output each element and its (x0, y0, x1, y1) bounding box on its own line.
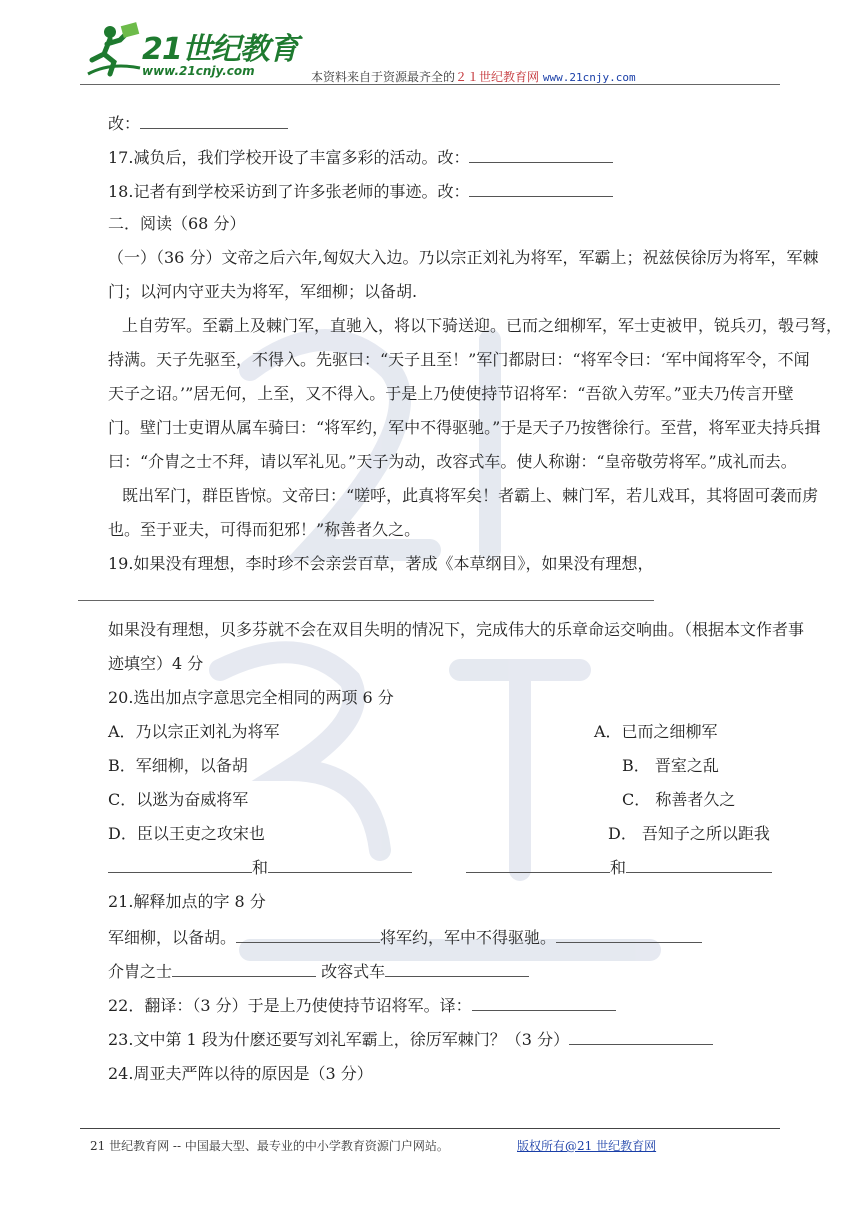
header-note-url[interactable]: www.21cnjy.com (542, 71, 636, 84)
option-a-left[interactable]: A．乃以宗正刘礼为将军 (108, 722, 280, 741)
answer-line: 改： (108, 114, 288, 134)
answer-blank[interactable] (236, 928, 380, 943)
answer-blank[interactable] (466, 858, 610, 873)
answer-blank[interactable] (172, 962, 316, 977)
option-c-right[interactable]: C． 称善者久之 (622, 790, 736, 809)
question-21: 21.解释加点的字 8 分 (108, 892, 266, 911)
logo-url: www.21cnjy.com (142, 64, 255, 78)
passage-line: 上自劳军。至霸上及棘门军，直驰入，将以下骑送迎。已而之细柳军，军士吏被甲，锐兵刃，彀弓弩， (122, 316, 843, 335)
answer-blank[interactable] (385, 962, 529, 977)
question-19: 19.如果没有理想，李时珍不会亲尝百草，著成《本草纲目》，如果没有理想， (108, 554, 654, 573)
answer-blank[interactable] (78, 600, 654, 601)
question-20: 20.选出加点字意思完全相同的两项 6 分 (108, 688, 394, 707)
header-note-brand: ２１世纪教育网 (455, 70, 540, 84)
option-b-right[interactable]: B． 晋室之乱 (622, 756, 719, 775)
question-22: 22．翻译：（3 分）于是上乃使使持节诏将军。译： (108, 996, 616, 1016)
question-19-cont: 如果没有理想，贝多芬就不会在双目失明的情况下，完成伟大的乐章命运交响曲。（根据本文作者事 (108, 620, 805, 639)
answer-row-left: 和 (108, 858, 412, 878)
answer-blank[interactable] (556, 928, 702, 943)
question-17: 17.减负后，我们学校开设了丰富多彩的活动。改： (108, 148, 613, 168)
option-a-right[interactable]: A．已而之细柳军 (594, 722, 718, 741)
header-divider (80, 84, 780, 85)
option-d-left[interactable]: D．臣以王吏之攻宋也 (108, 824, 265, 843)
logo-text: 21世纪教育 (142, 32, 298, 67)
option-c-left[interactable]: C．以逖为奋威将军 (108, 790, 249, 809)
page-header (80, 18, 780, 88)
passage-line: （一）（36 分）文帝之后六年,匈奴大入边。乃以宗正刘礼为将军，军霸上；祝兹侯徐厉为将军，军棘 (108, 248, 819, 267)
passage-line: 门。壁门士吏谓从属车骑曰：“将军约，军中不得驱驰。”于是天子乃按辔徐行。至营，将军亚夫持兵揖 (108, 418, 821, 437)
answer-blank[interactable] (469, 148, 613, 163)
running-figure-icon (80, 22, 150, 82)
answer-blank[interactable] (108, 858, 252, 873)
passage-line: 曰：“介胄之士不拜，请以军礼见。”天子为动，改容式车。使人称谢：“皇帝敬劳将军。”成礼而去。 (108, 452, 797, 471)
answer-blank[interactable] (569, 1030, 713, 1045)
answer-blank[interactable] (626, 858, 772, 873)
answer-blank[interactable] (472, 996, 616, 1011)
answer-row-right: 和 (466, 858, 772, 878)
section-heading-reading: 二．阅读（68 分） (108, 214, 246, 233)
passage-line: 也。至于亚夫，可得而犯邪！”称善者久之。 (108, 520, 421, 539)
answer-blank[interactable] (469, 182, 613, 197)
option-b-left[interactable]: B．军细柳，以备胡 (108, 756, 248, 775)
header-note (311, 68, 636, 85)
question-21-row2: 介胄之士 改容式车 (108, 962, 529, 982)
question-23: 23.文中第 1 段为什麽还要写刘礼军霸上，徐厉军棘门？（3 分） (108, 1030, 713, 1050)
copyright-link[interactable]: 版权所有@21 世纪教育网 (517, 1139, 657, 1153)
option-d-right[interactable]: D． 吾知子之所以距我 (608, 824, 770, 843)
question-24: 24.周亚夫严阵以待的原因是（3 分） (108, 1064, 373, 1083)
footer-divider (80, 1128, 780, 1129)
footer-text: 21 世纪教育网 -- 中国最大型、最专业的中小学教育资源门户网站。 (90, 1139, 449, 1153)
passage-line: 天子之诏。’”居无何，上至，又不得入。于是上乃使使持节诏将军：“吾欲入劳军。”亚夫乃传言开壁 (108, 384, 794, 403)
header-note-prefix: 本资料来自于资源最齐全的 (311, 70, 456, 84)
passage-line: 门；以河内守亚夫为将军，军细柳；以备胡. (108, 282, 418, 301)
passage-line: 既出军门，群臣皆惊。文帝曰：“嗟呼，此真将军矣！者霸上、棘门军，若儿戏耳，其将固可袭而虏 (122, 486, 819, 505)
question-18: 18.记者有到学校采访到了许多张老师的事迹。改： (108, 182, 613, 202)
answer-blank[interactable] (268, 858, 412, 873)
site-logo[interactable] (80, 18, 300, 86)
answer-blank[interactable] (140, 114, 288, 129)
passage-line: 持满。天子先驱至，不得入。先驱曰：“天子且至！”军门都尉曰：“将军令曰：‘军中闻将军令，不闻 (108, 350, 810, 369)
question-19-cont: 迹填空）4 分 (108, 654, 204, 673)
question-21-row1: 军细柳，以备胡。 将军约，军中不得驱驰。 (108, 928, 702, 948)
